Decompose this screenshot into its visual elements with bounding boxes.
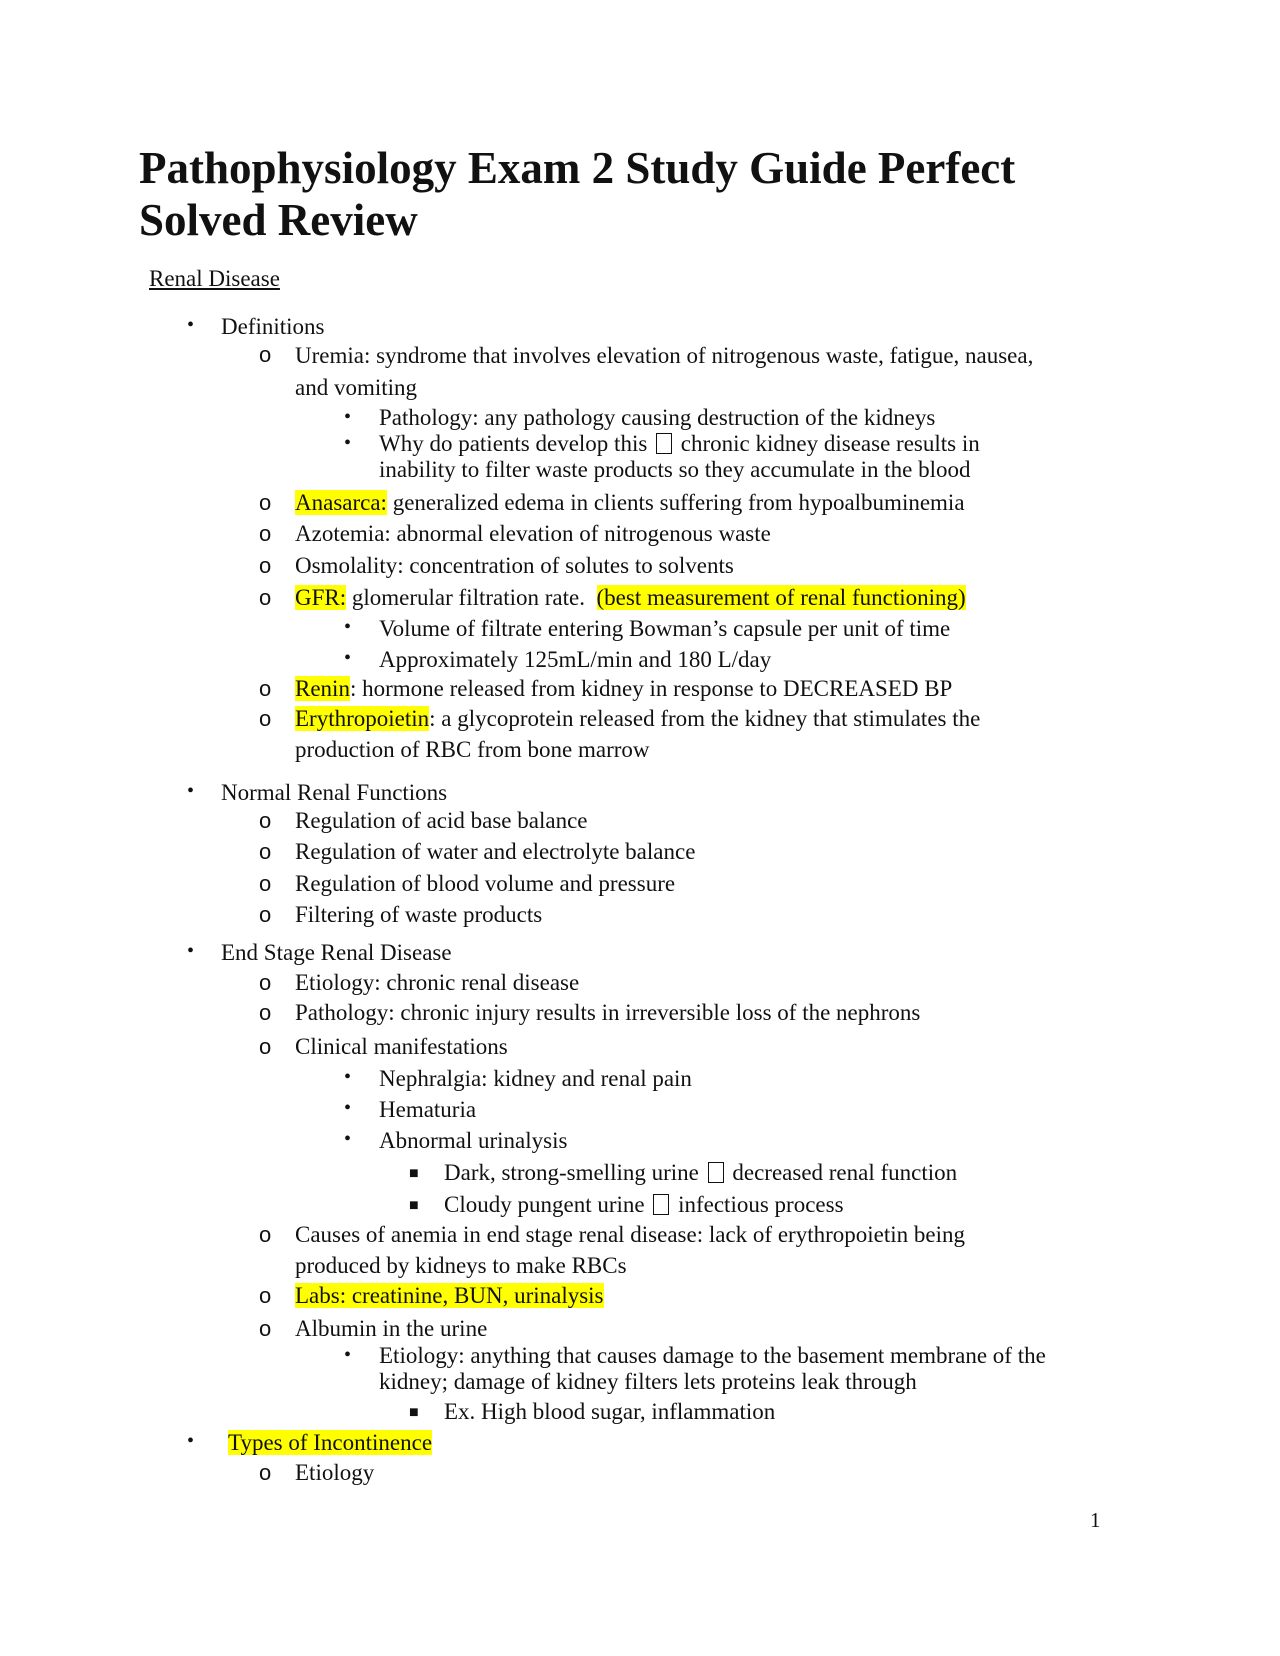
epo-line2: production of RBC from bone marrow <box>295 737 650 762</box>
bullet-marker: • <box>344 1066 352 1088</box>
gfr-definition: GFR: glomerular filtration rate. (best measurement of renal functioning) <box>295 585 966 610</box>
epo-term: Erythropoietin <box>295 706 430 731</box>
circle-marker: o <box>259 1283 272 1308</box>
albumin-etiology: Etiology: anything that causes damage to the basement membrane of the <box>379 1343 1046 1368</box>
circle-marker: o <box>259 1034 272 1059</box>
bullet-marker: • <box>187 780 195 802</box>
gfr-term: GFR: <box>295 585 347 610</box>
albumin-etiology-line2: kidney; damage of kidney filters lets proteins leak through <box>379 1369 917 1394</box>
circle-marker: o <box>259 706 272 731</box>
esrd-heading: End Stage Renal Disease <box>221 940 452 965</box>
circle-marker: o <box>259 1316 272 1341</box>
gfr-note: (best measurement of renal functioning) <box>596 585 966 610</box>
circle-marker: o <box>259 521 272 546</box>
circle-marker: o <box>259 970 272 995</box>
arrow-icon <box>708 1162 724 1183</box>
nephralgia: Nephralgia: kidney and renal pain <box>379 1066 692 1091</box>
circle-marker: o <box>259 1222 272 1247</box>
list-item: Filtering of waste products <box>295 902 543 927</box>
square-marker: ■ <box>409 1165 419 1182</box>
list-item: Regulation of acid base balance <box>295 808 588 833</box>
bullet-marker: • <box>187 314 195 336</box>
abnormal-urinalysis: Abnormal urinalysis <box>379 1128 568 1153</box>
uremia-line1: Uremia: syndrome that involves elevation of nitrogenous waste, fatigue, nausea, <box>295 343 1034 368</box>
esrd-etiology: Etiology: chronic renal disease <box>295 970 580 995</box>
uremia-pathology: Pathology: any pathology causing destruction of the kidneys <box>379 405 936 430</box>
renin-term: Renin <box>295 676 350 701</box>
normal-functions-heading: Normal Renal Functions <box>221 780 448 805</box>
circle-marker: o <box>259 839 272 864</box>
uremia-why-line2: inability to filter waste products so they accumulate in the blood <box>379 457 971 482</box>
dark-urine: Dark, strong-smelling urine decreased renal function <box>444 1160 958 1185</box>
anasarca-term: Anasarca: <box>295 490 387 515</box>
albumin-in-urine: Albumin in the urine <box>295 1316 488 1341</box>
anemia-cause: Causes of anemia in end stage renal disease: lack of erythropoietin being <box>295 1222 965 1247</box>
circle-marker: o <box>259 490 272 515</box>
circle-marker: o <box>259 553 272 578</box>
albumin-example: Ex. High blood sugar, inflammation <box>444 1399 776 1424</box>
bullet-marker: • <box>344 1128 352 1150</box>
azotemia-definition: Azotemia: abnormal elevation of nitrogenous waste <box>295 521 771 546</box>
square-marker: ■ <box>409 1404 419 1421</box>
circle-marker: o <box>259 342 272 367</box>
labs: Labs: creatinine, BUN, urinalysis <box>295 1283 604 1308</box>
circle-marker: o <box>259 808 272 833</box>
bullet-marker: • <box>187 1430 195 1452</box>
incontinence-etiology: Etiology <box>295 1460 375 1485</box>
circle-marker: o <box>259 902 272 927</box>
square-marker: ■ <box>409 1197 419 1214</box>
circle-marker: o <box>259 585 272 610</box>
bullet-marker: • <box>344 432 352 454</box>
bullet-marker: • <box>344 1097 352 1119</box>
bullet-marker: • <box>344 616 352 638</box>
list-item: Regulation of water and electrolyte balance <box>295 839 696 864</box>
uremia-why: Why do patients develop this chronic kidney disease results in <box>379 431 980 456</box>
arrow-icon <box>656 433 672 454</box>
circle-marker: o <box>259 1000 272 1025</box>
list-item: Regulation of blood volume and pressure <box>295 871 676 896</box>
circle-marker: o <box>259 871 272 896</box>
esrd-pathology: Pathology: chronic injury results in irreversible loss of the nephrons <box>295 1000 921 1025</box>
circle-marker: o <box>259 676 272 701</box>
circle-marker: o <box>259 1460 272 1485</box>
gfr-sub2: Approximately 125mL/min and 180 L/day <box>379 647 772 672</box>
epo-definition: Erythropoietin: a glycoprotein released from the kidney that stimulates the <box>295 706 981 731</box>
definitions-heading: Definitions <box>221 314 325 339</box>
incontinence-heading: Types of Incontinence <box>228 1430 433 1455</box>
hematuria: Hematuria <box>379 1097 477 1122</box>
uremia-line2: and vomiting <box>295 375 418 400</box>
anasarca-definition: Anasarca: generalized edema in clients suffering from hypoalbuminemia <box>295 490 965 515</box>
section-heading: Renal Disease <box>149 266 280 291</box>
page-title: Pathophysiology Exam 2 Study Guide Perfect Solved Review <box>139 143 1016 245</box>
page-number: 1 <box>1090 1508 1101 1532</box>
arrow-icon <box>653 1194 669 1215</box>
osmolality-definition: Osmolality: concentration of solutes to solvents <box>295 553 734 578</box>
cloudy-urine: Cloudy pungent urine infectious process <box>444 1192 844 1217</box>
bullet-marker: • <box>344 1344 352 1366</box>
bullet-marker: • <box>187 940 195 962</box>
esrd-clinical: Clinical manifestations <box>295 1034 508 1059</box>
renin-definition: Renin: hormone released from kidney in response to DECREASED BP <box>295 676 953 701</box>
bullet-marker: • <box>344 406 352 428</box>
bullet-marker: • <box>344 647 352 669</box>
gfr-sub1: Volume of filtrate entering Bowman’s capsule per unit of time <box>379 616 951 641</box>
anemia-cause-line2: produced by kidneys to make RBCs <box>295 1253 627 1278</box>
